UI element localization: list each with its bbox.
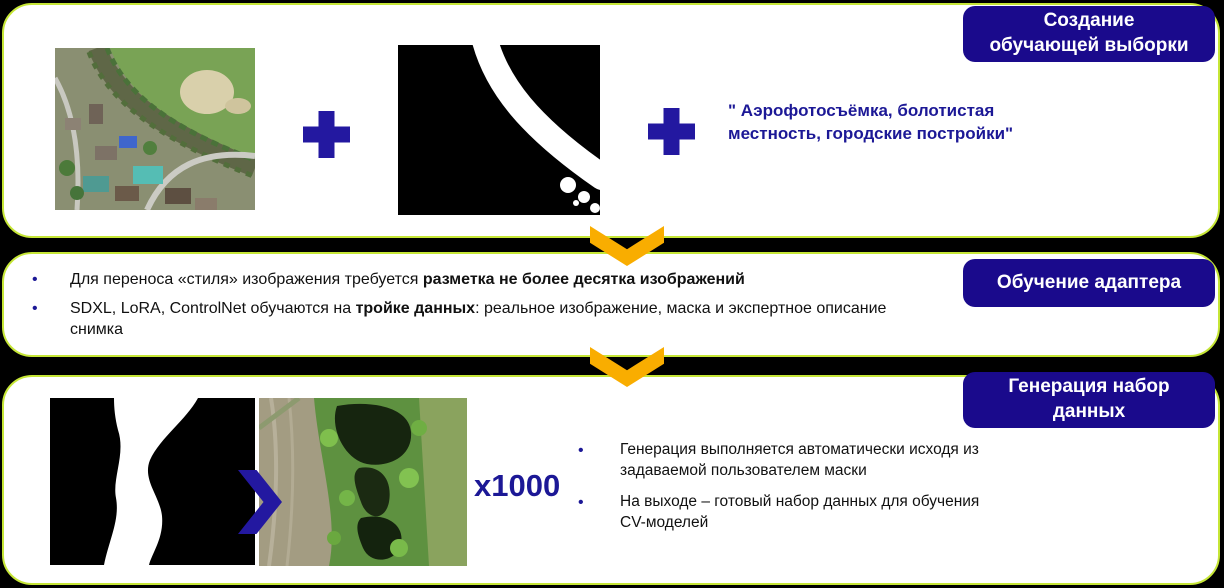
- stage-label-training-set: [963, 6, 1215, 62]
- stage-label-text: Генерация набор данных: [1008, 376, 1170, 422]
- bullet-text: На выходе – готовый набор данных для обучения CV-моделей: [620, 492, 980, 531]
- multiplier-text: x1000: [474, 468, 561, 503]
- stage-label-text: Создание обучающей выборки: [989, 10, 1189, 56]
- generated-aerial-image: [259, 398, 467, 566]
- bullet-icon: •: [578, 442, 584, 459]
- user-mask-image: [50, 398, 255, 565]
- bullet-icon: •: [32, 299, 38, 317]
- list-item: [32, 269, 932, 291]
- bullet-text: SDXL, LoRA, ControlNet обучаются на тройке данных: реальное изображение, маска и экспертное описание снимка: [70, 299, 887, 339]
- stage-label-text: Обучение адаптера: [996, 271, 1182, 293]
- stage-label-generation: [963, 372, 1215, 428]
- text-prompt: " Аэрофотосъёмка, болотистая местность, городские постройки": [728, 101, 1014, 143]
- bullet-text: Для переноса «стиля» изображения требуется разметка не более десятка изображений: [70, 271, 745, 288]
- stage-label-adapter-training: [963, 259, 1215, 307]
- adapter-training-bullets: [32, 269, 932, 341]
- aerial-photo-image: [55, 48, 255, 210]
- bullet-icon: •: [578, 493, 584, 511]
- list-item: [578, 492, 980, 534]
- river-mask-image: [398, 45, 600, 215]
- generation-bullets: [578, 440, 980, 534]
- list-item: [32, 298, 932, 341]
- bullet-text: Генерация выполняется автоматически исходя из задаваемой пользователем маски: [620, 441, 979, 479]
- bullet-icon: •: [32, 271, 38, 288]
- list-item: [578, 440, 980, 482]
